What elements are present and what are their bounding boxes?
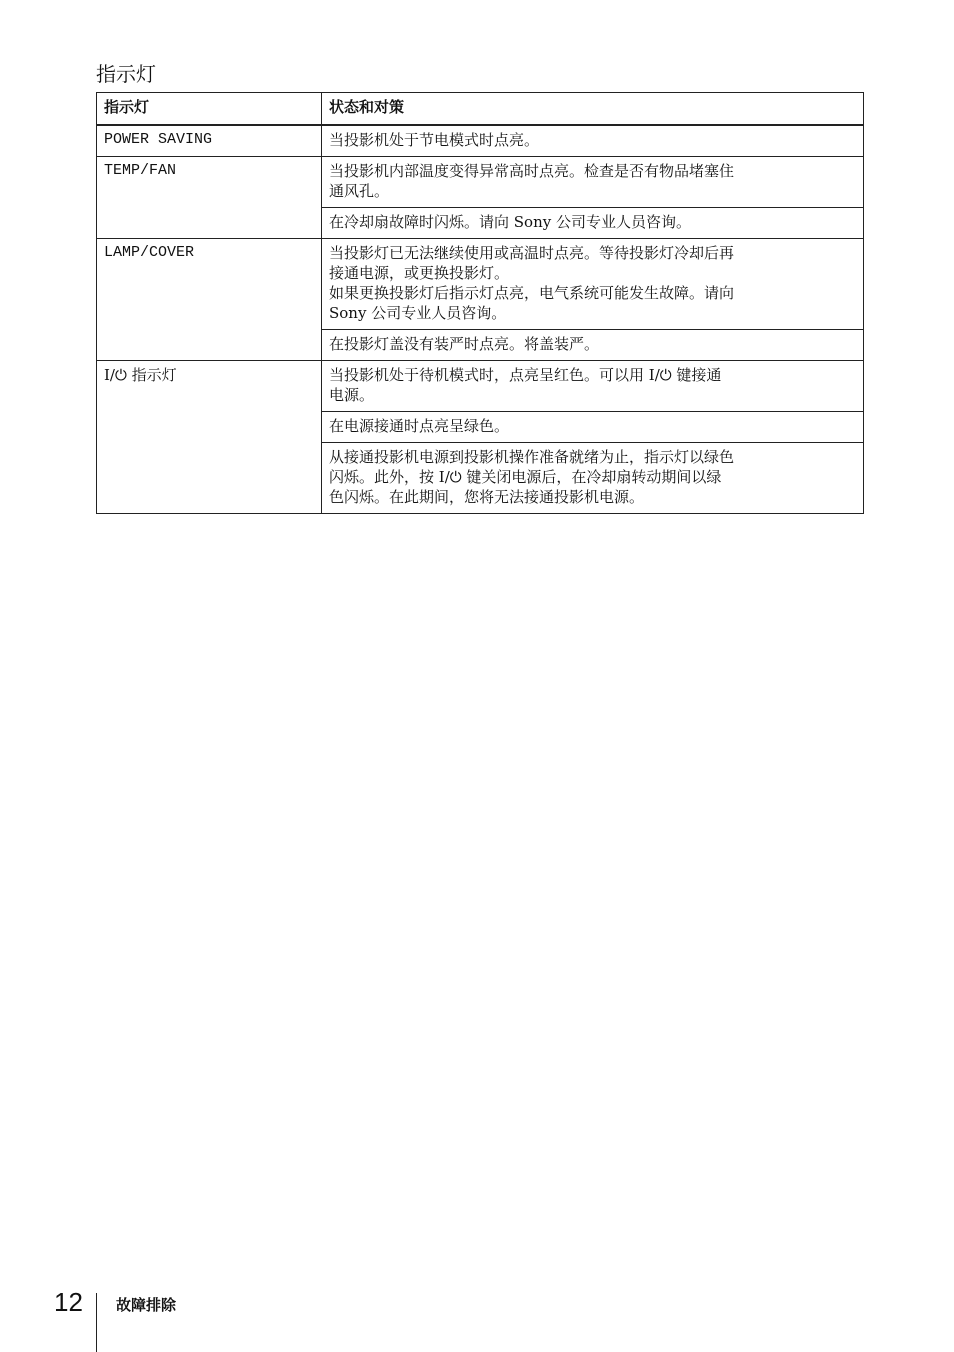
status-cell: 在电源接通时点亮呈绿色。 xyxy=(322,412,864,443)
indicator-temp-fan: TEMP/FAN xyxy=(97,157,322,239)
footer-divider xyxy=(96,1293,97,1352)
footer-section-title: 故障排除 xyxy=(116,1296,177,1314)
indicator-lamp-cover: LAMP/COVER xyxy=(97,239,322,361)
table-row xyxy=(97,125,864,157)
status-cell: 在冷却扇故障时闪烁。请向 Sony 公司专业人员咨询。 xyxy=(322,208,864,239)
table-row xyxy=(97,361,864,412)
table-row xyxy=(97,157,864,208)
table-header-row xyxy=(97,93,864,126)
indicator-power: I/⏻ 指示灯 xyxy=(97,361,322,514)
page-number: 12 xyxy=(54,1287,83,1317)
status-cell: 当投影机处于节电模式时点亮。 xyxy=(322,125,864,157)
status-cell: 当投影机内部温度变得异常高时点亮。检查是否有物品堵塞住 通风孔。 xyxy=(322,157,864,208)
indicator-power-saving: POWER SAVING xyxy=(97,125,322,157)
header-indicator: 指示灯 xyxy=(97,93,322,126)
header-status: 状态和对策 xyxy=(322,93,864,126)
indicator-table xyxy=(96,92,864,514)
status-cell: 当投影机处于待机模式时，点亮呈红色。可以用 I/⏻ 键接通 电源。 xyxy=(322,361,864,412)
status-cell: 在投影灯盖没有装严时点亮。将盖装严。 xyxy=(322,330,864,361)
table-row xyxy=(97,239,864,330)
status-cell: 当投影灯已无法继续使用或高温时点亮。等待投影灯冷却后再 接通电源，或更换投影灯。 如果更换投影灯后指示灯点亮，电气系统可能发生故障。请向 Sony 公司专业人员咨询。 xyxy=(322,239,864,330)
section-title: 指示灯 xyxy=(96,62,156,86)
status-cell: 从接通投影机电源到投影机操作准备就绪为止，指示灯以绿色 闪烁。此外，按 I/⏻ 键关闭电源后，在冷却扇转动期间以绿 色闪烁。在此期间，您将无法接通投影机电源。 xyxy=(322,443,864,514)
